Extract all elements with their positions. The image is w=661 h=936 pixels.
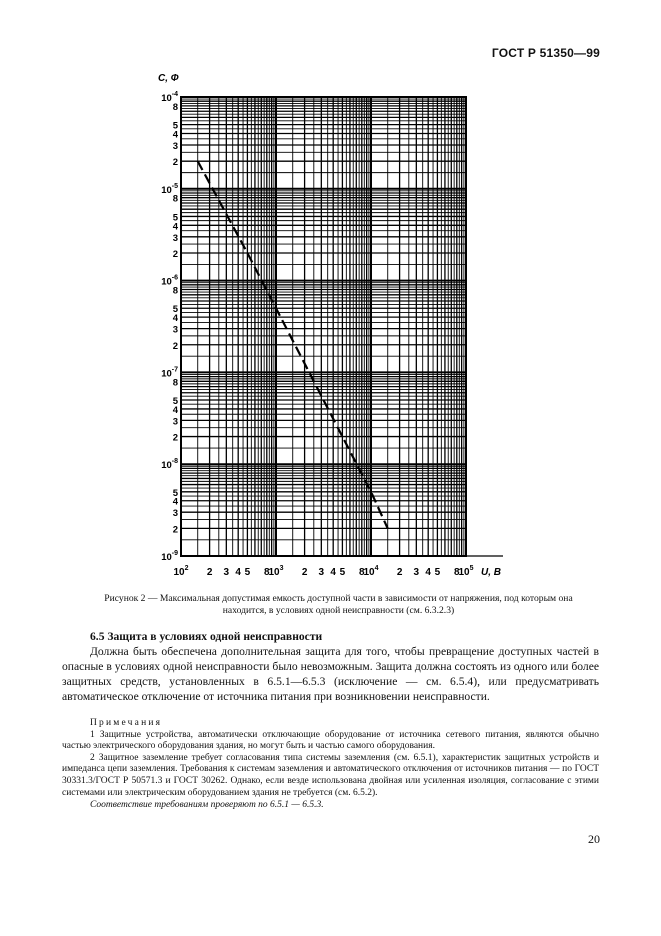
y-tick-label: 3 <box>172 508 178 520</box>
x-tick-label: 2 <box>396 567 403 578</box>
y-axis-label: C, Ф <box>158 73 179 84</box>
y-tick-label: 5 <box>172 120 178 132</box>
y-tick-label: 3 <box>172 232 178 244</box>
notes-block <box>62 718 599 812</box>
x-tick-label: 5 <box>244 567 251 578</box>
y-tick-label: $10^{-7}$ <box>161 366 178 380</box>
page-number: 20 <box>588 832 600 846</box>
x-tick-label: $10^4$ <box>363 565 379 578</box>
y-tick-label: 2 <box>172 340 178 352</box>
plot-area <box>181 97 466 556</box>
section-body: Должна быть обеспечена дополнительная защита для того, чтобы превращение доступных частей в опасные в условиях одной неисправности было невозможным. Защита должна состоять из одного или более защитных средств, установленных в 6.5.1—6.5.3 (исключение — см. 6.5.4), или предусматривать автоматическое отключение от источника питания при возникновении неисправности. <box>62 645 599 703</box>
y-tick-label: 8 <box>172 101 178 113</box>
x-tick-label: 2 <box>301 567 308 578</box>
y-tick-label: 4 <box>172 404 178 416</box>
y-tick-label: $10^{-6}$ <box>161 274 178 288</box>
y-tick-label: 2 <box>172 248 178 260</box>
x-tick-label: 8 <box>264 567 270 578</box>
y-tick-label: 3 <box>172 324 178 336</box>
conformity-note: Соответствие требованиям проверяют по 6.5.1 — 6.5.3. <box>90 800 324 811</box>
x-tick-label: $10^5$ <box>458 565 474 578</box>
y-tick-label: $10^{-4}$ <box>161 91 178 104</box>
x-tick-label: 4 <box>425 567 431 578</box>
x-tick-label: 4 <box>235 567 241 578</box>
y-tick-label: 4 <box>172 496 178 508</box>
x-tick-label: 8 <box>359 567 365 578</box>
y-tick-label: 3 <box>172 141 178 153</box>
y-tick-label: 8 <box>172 285 178 297</box>
y-tick-label: $10^{-5}$ <box>161 182 178 196</box>
y-tick-label: 5 <box>172 304 178 316</box>
x-tick-label: 3 <box>318 567 325 578</box>
y-tick-label: 4 <box>172 313 178 325</box>
notes-title: Примечания <box>90 718 163 728</box>
x-axis-label: U, В <box>481 567 501 578</box>
standard-code: ГОСТ Р 51350—99 <box>491 46 600 60</box>
figure-caption: Рисунок 2 — Максимальная допустимая емкость доступной части в зависимости от напряжения, под которым она находится, в условиях одной неисправности (см. 6.3.2.3) <box>104 593 573 616</box>
y-tick-label: 5 <box>172 487 178 499</box>
x-tick-label: 3 <box>223 567 230 578</box>
x-tick-label: 5 <box>434 567 441 578</box>
section-heading: 6.5 Защита в условиях одной неисправности <box>90 630 323 643</box>
x-tick-label: 4 <box>330 567 336 578</box>
y-tick-label: 4 <box>172 129 178 141</box>
y-tick-label: 5 <box>172 396 178 408</box>
y-tick-label: 3 <box>172 416 178 428</box>
x-tick-label: 8 <box>454 567 460 578</box>
x-tick-label: 3 <box>413 567 420 578</box>
x-tick-label: 2 <box>206 567 213 578</box>
x-tick-label: $10^3$ <box>268 565 284 578</box>
y-tick-label: 5 <box>172 212 178 224</box>
y-tick-label: 2 <box>172 157 178 169</box>
x-tick-label: 5 <box>339 567 346 578</box>
y-tick-label: 2 <box>172 524 178 536</box>
y-tick-label: 2 <box>172 432 178 444</box>
y-tick-label: 4 <box>172 221 178 233</box>
note-1: 1 Защитные устройства, автоматически отключающие оборудование от источника сетевого питания, являются обычно частью электрического оборудования здания, но могут быть и частью самого оборудования. <box>62 729 599 752</box>
y-tick-label: $10^{-9}$ <box>161 550 178 563</box>
section-6-5 <box>62 629 599 704</box>
y-tick-label: 8 <box>172 377 178 389</box>
y-tick-label: $10^{-8}$ <box>161 458 178 472</box>
y-tick-label: 8 <box>172 193 178 205</box>
x-tick-label: $10^2$ <box>173 565 189 578</box>
note-2: 2 Защитное заземление требует согласования типа системы заземления (см. 6.5.1), характеристик защитных устройств и импеданса цепи заземления. Требования к системам заземления и автоматического отключения от источников питания — по ГОСТ 30331.3/ГОСТ Р 50571.3 и ГОСТ 30262. Однако, если везде использована двойная или усиленная изоляция, согласование с этими системами или электрическим оборудованием здания не требуется (см. 6.5.2). <box>62 752 599 798</box>
